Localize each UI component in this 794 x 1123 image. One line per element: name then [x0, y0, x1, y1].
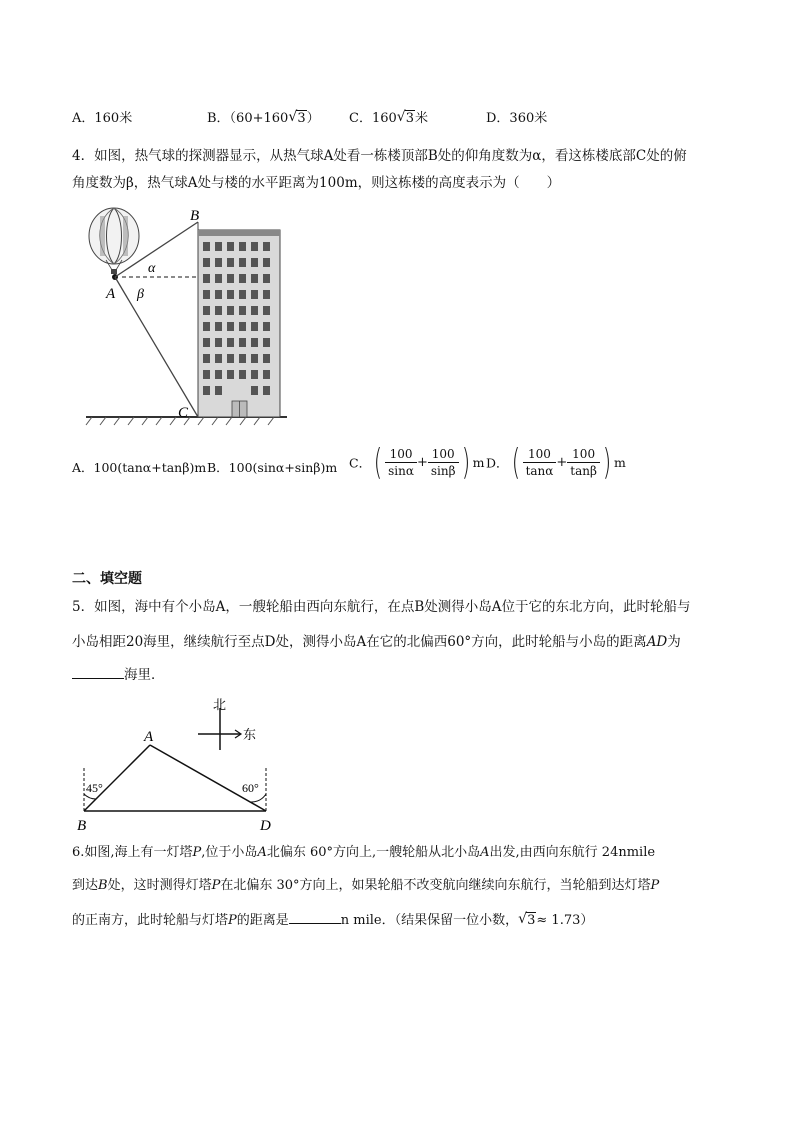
q4-option-c: C．( $\frac{100}{\sin\alpha}$ + $\frac{100}{\sin\beta}$ ) m	[349, 442, 485, 483]
sqrt-symbol: √ 3	[288, 109, 306, 126]
q4-option-b: B．100(sinα+sinβ)m	[207, 460, 338, 475]
q3-option-d: D．360米	[486, 111, 548, 126]
answer-blank[interactable]	[72, 678, 124, 679]
svg-text:60°: 60°	[242, 781, 259, 795]
q4-option-d-label: D．	[486, 455, 509, 471]
q3-option-c	[349, 107, 428, 126]
compass-icon	[198, 708, 241, 750]
q3-option-b-prefix: B．（60+160	[207, 111, 289, 126]
segment-ad: AD	[646, 634, 668, 650]
q4-balloon-building-figure	[82, 202, 297, 432]
svg-text:β: β	[137, 287, 144, 302]
fraction: $\frac{100}{\sin\alpha}$	[385, 447, 417, 478]
q4-option-d: D．( $\frac{100}{\tan\alpha}$ + $\frac{100}{\tan\beta}$ ) m	[486, 442, 626, 483]
answer-blank[interactable]	[289, 923, 341, 924]
svg-text:B: B	[190, 208, 200, 224]
q3-option-c-prefix: C．160	[349, 111, 397, 126]
q5-question-line1: 5．如图，海中有个小岛A，一艘轮船由西向东航行，在点B处测得小岛A位于它的东北方向，此时轮船与	[72, 599, 691, 615]
sqrt-symbol: √ 3	[396, 109, 415, 126]
q5-question-line2: 小岛相距20海里，继续航行至点D处，测得小岛A在它的北偏西60°方向，此时轮船与小岛的距离AD为	[72, 634, 681, 650]
q4-question-line1: 4．如图，热气球的探测器显示，从热气球A处看一栋楼顶部B处的仰角度数为α，看这栋楼底部C处的俯	[72, 148, 687, 164]
svg-text:45°: 45°	[86, 781, 103, 795]
q3-option-b-suffix: ）	[306, 111, 320, 126]
svg-text:A: A	[144, 729, 154, 745]
q4-option-c-label: C．	[349, 455, 372, 471]
svg-text:东: 东	[243, 728, 257, 743]
svg-text:C: C	[178, 405, 189, 421]
svg-text:北: 北	[213, 698, 227, 713]
balloon-icon	[89, 208, 139, 274]
fraction: $\frac{100}{\tan\alpha}$	[523, 447, 557, 478]
fraction: $\frac{100}{\sin\beta}$	[428, 447, 459, 478]
fraction: $\frac{100}{\tan\beta}$	[567, 447, 600, 478]
section-title: 二、填空题	[72, 571, 142, 587]
q6-question-line2: 到达B处，这时测得灯塔P在北偏东 30°方向上，如果轮船不改变航向继续向东航行，当轮船到达灯塔P	[72, 878, 660, 893]
q5-island-ship-figure	[74, 694, 274, 834]
q4-option-a: A．100(tanα+tanβ)m	[72, 460, 207, 475]
q6-question-line3: 的正南方，此时轮船与灯塔P的距离是 n mile．（结果保留一位小数， √ 3≈ 1.73）	[72, 908, 593, 934]
svg-text:α: α	[148, 261, 156, 276]
q4-question-line2: 角度数为β，热气球A处与楼的水平距离为100m，则这栋楼的高度表示为（ ）	[72, 175, 561, 191]
q3-option-b	[207, 107, 320, 126]
q5-question-line3: 海里．	[72, 662, 165, 688]
svg-text:B: B	[77, 818, 87, 834]
svg-text:D: D	[260, 818, 271, 834]
sqrt-symbol: √ 3	[518, 911, 536, 928]
svg-text:A: A	[106, 286, 116, 302]
q3-option-c-suffix: 米	[415, 111, 429, 126]
q3-option-a: A．160米	[72, 111, 133, 126]
q6-question-line1: 6.如图,海上有一灯塔P,位于小岛A北偏东 60°方向上,一艘轮船从北小岛A出发,由西向东航行 24nmile	[72, 845, 656, 860]
